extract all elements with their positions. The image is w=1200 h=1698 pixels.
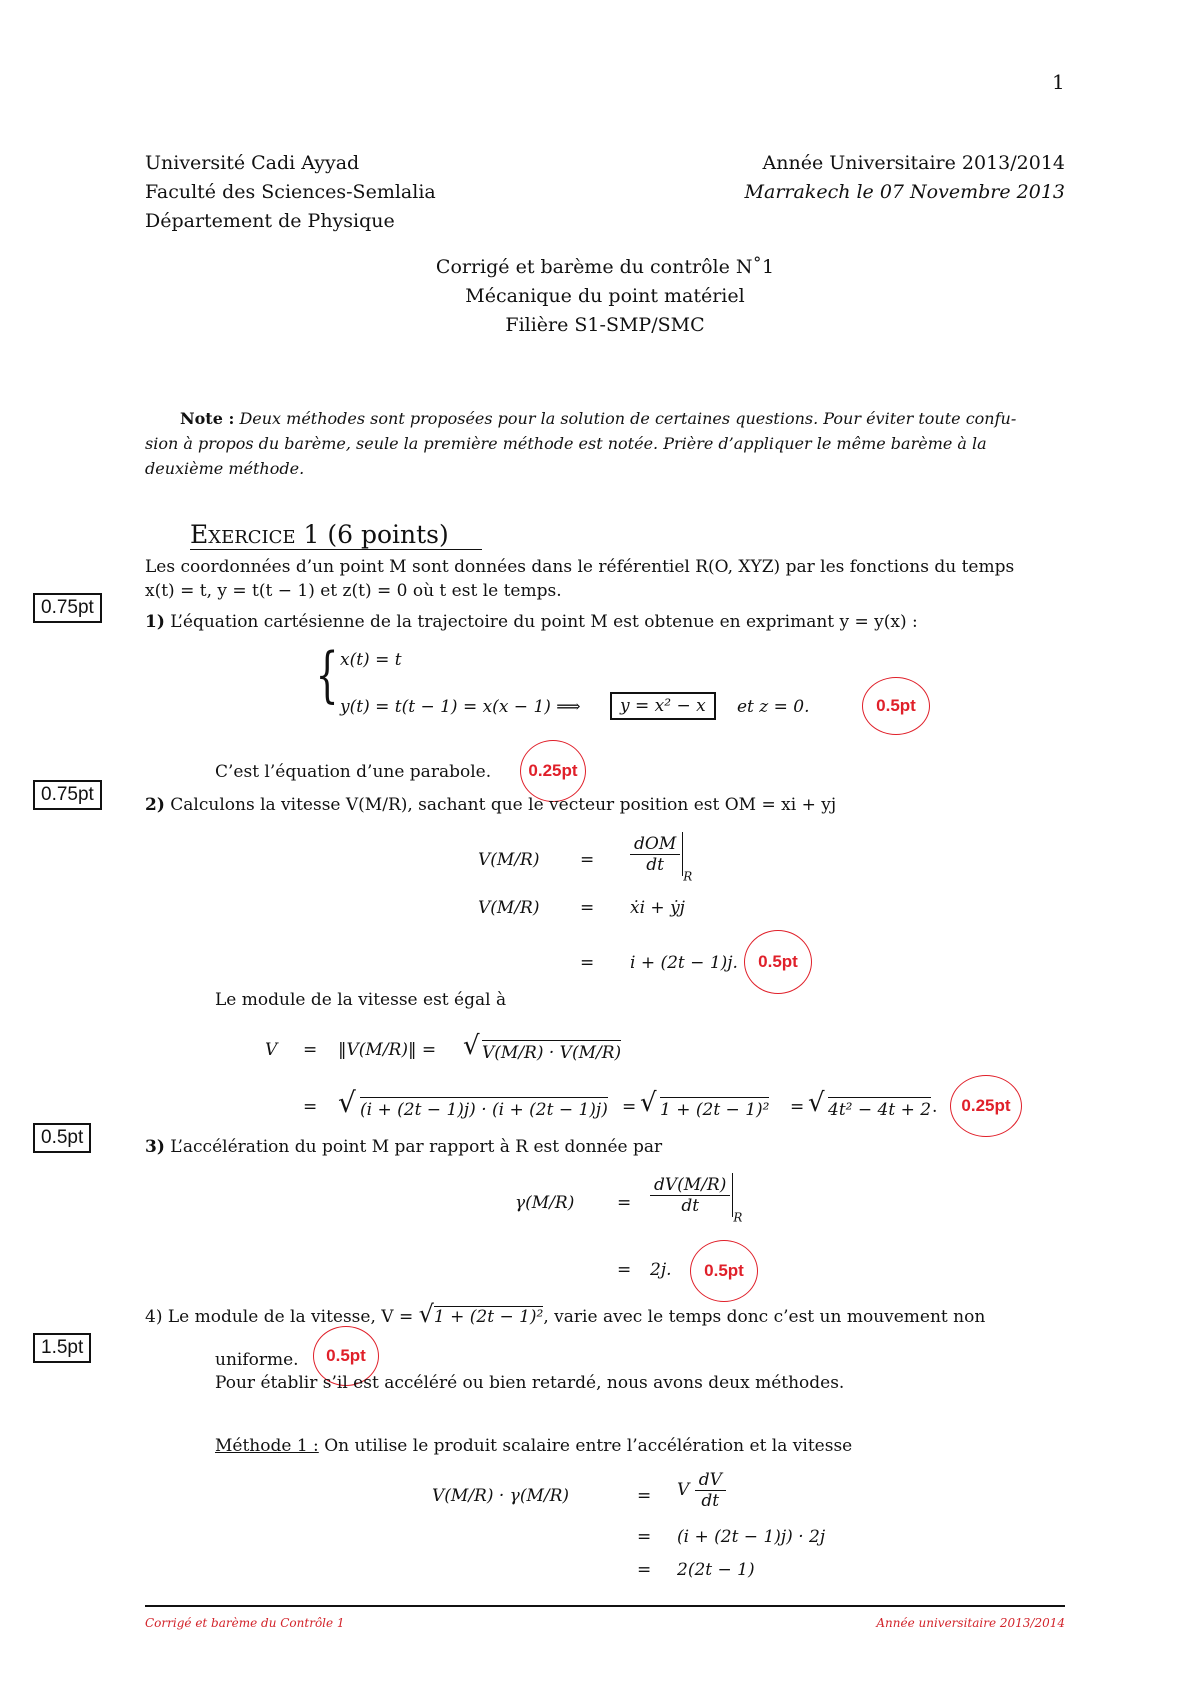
margin-score-q4: 1.5pt (33, 1333, 91, 1363)
q1-eq-tail: et z = 0. (737, 697, 810, 717)
score-circle-q1a: 0.5pt (862, 677, 930, 735)
q4-method-label: Méthode 1 : (215, 1436, 319, 1456)
q3-number: 3) (145, 1137, 165, 1157)
footer-left: Corrigé et barème du Contrôle 1 (145, 1616, 345, 1630)
q4-eq-sign2: = (637, 1527, 652, 1547)
q1-conclusion: C’est l’équation d’une parabole. (215, 762, 492, 782)
q2-mod-sqrt1: √ (463, 1031, 480, 1061)
margin-score-q1: 0.75pt (33, 593, 102, 623)
q3-eq-sign2: = (617, 1260, 632, 1280)
q4-rhs1-num: dV (695, 1470, 726, 1491)
note-line3: deuxième méthode. (145, 459, 305, 478)
q1-number: 1) (145, 612, 165, 632)
score-circle-q2b: 0.25pt (950, 1075, 1022, 1137)
margin-score-q3: 0.5pt (33, 1123, 91, 1153)
q4-number: 4) (145, 1307, 163, 1327)
q2-frac1-num: dOM (630, 834, 680, 855)
note-line2: sion à propos du barème, seule la première méthode est notée. Prière d’appliquer le même barème à la (145, 434, 987, 453)
university-name: Université Cadi Ayyad (145, 152, 360, 174)
q4-eq-sign1: = (637, 1486, 652, 1506)
score-circle-q2a: 0.5pt (744, 930, 812, 994)
q3-frac-num: dV(M/R) (650, 1175, 730, 1196)
q2-eq-sign1: = (580, 850, 595, 870)
exercise-heading (190, 520, 482, 550)
faculty-name: Faculté des Sciences-Semlalia (145, 181, 436, 203)
q2-lhs2: V(M/R) (478, 898, 540, 918)
q2-mod-rhs1a: ‖V(M/R)‖ = (338, 1040, 437, 1060)
q2-frac1-den: dt (646, 854, 664, 875)
note-line1 (180, 409, 1016, 428)
q1-statement (145, 612, 918, 632)
q4-text-b: , varie avec le temps donc c’est un mouvement non (543, 1307, 986, 1327)
doc-title-line2: Mécanique du point matériel (465, 285, 745, 307)
note-text1: Deux méthodes sont proposées pour la solution de certaines questions. Pour éviter toute confu- (239, 409, 1017, 428)
q3-eq-sign1: = (617, 1193, 632, 1213)
q1-eq1: x(t) = t (340, 650, 402, 670)
q2-mod-rhs2c: 1 + (2t − 1)² (660, 1097, 769, 1120)
q2-eq-sign3: = (580, 953, 595, 973)
q2-statement (145, 795, 836, 815)
exercise-intro1: Les coordonnées d’un point M sont données dans le référentiel R(O, XYZ) par les fonctions du temps (145, 557, 1015, 577)
place-date: Marrakech le 07 Novembre 2013 (744, 181, 1065, 203)
exercise-points: (6 points) (327, 520, 449, 549)
q4-method1 (215, 1436, 852, 1456)
q2-rhs3: i + (2t − 1)j. (630, 953, 738, 973)
q2-text: Calculons la vitesse V(M/R), sachant que le vecteur position est OM = xi + yj (170, 795, 837, 815)
q3-lhs: γ(M/R) (515, 1193, 575, 1213)
q4-rhs1 (677, 1470, 726, 1511)
q2-mod-rhs2a: (i + (2t − 1)j) · (i + (2t − 1)j) (360, 1097, 608, 1120)
doc-title-line3: Filière S1-SMP/SMC (505, 314, 705, 336)
q2-mod-rhs2b: = (622, 1097, 637, 1117)
q2-rhs2: ẋi + ẏj (630, 898, 685, 918)
q2-mod-end: . (932, 1097, 938, 1117)
q1-brace: { (315, 640, 339, 710)
q2-mod-eq1: = (303, 1040, 318, 1060)
exercise-intro2: x(t) = t, y = t(t − 1) et z(t) = 0 où t est le temps. (145, 581, 562, 601)
q3-frac (650, 1173, 742, 1225)
q4-rhs1-den: dt (701, 1491, 720, 1511)
footer-rule (145, 1605, 1065, 1607)
q2-mod-rhs2e: 4t² − 4t + 2 (828, 1097, 931, 1120)
q4-lhs: V(M/R) · γ(M/R) (432, 1486, 570, 1506)
q4-method-text: On utilise le produit scalaire entre l’accélération et la vitesse (324, 1436, 853, 1456)
q4-text-c: uniforme. (215, 1350, 299, 1370)
q3-text: L’accélération du point M par rapport à R est donnée par (170, 1137, 663, 1157)
note-label: Note : (180, 409, 235, 428)
score-circle-q1b: 0.25pt (520, 740, 586, 802)
q4-text-d: Pour établir s’il est accéléré ou bien retardé, nous avons deux méthodes. (215, 1373, 845, 1393)
q2-lhs1: V(M/R) (478, 850, 540, 870)
q4-rhs3: 2(2t − 1) (677, 1560, 755, 1580)
q2-mod-rhs1b: V(M/R) · V(M/R) (482, 1040, 621, 1063)
q2-frac1-sub: R (683, 869, 693, 884)
q4-rhs1a: V (677, 1480, 690, 1500)
q2-number: 2) (145, 795, 165, 815)
margin-score-q2: 0.75pt (33, 780, 102, 810)
q3-frac-den: dt (681, 1195, 700, 1216)
score-circle-q4: 0.5pt (313, 1326, 379, 1386)
q1-eq2: y(t) = t(t − 1) = x(x − 1) ⟹ (340, 697, 581, 717)
footer-right: Année universitaire 2013/2014 (876, 1616, 1065, 1630)
q2-mod-sqrt3: √ (640, 1088, 657, 1118)
q2-module-text: Le module de la vitesse est égal à (215, 990, 507, 1010)
q2-mod-eq2: = (303, 1097, 318, 1117)
q3-frac-sub: R (733, 1210, 743, 1225)
q1-boxed-answer: y = x² − x (610, 692, 716, 720)
q1-text: L’équation cartésienne de la trajectoire du point M est obtenue en exprimant y = y(x) : (170, 612, 918, 632)
q2-mod-lhs: V (265, 1040, 278, 1060)
q4-eq-sign3: = (637, 1560, 652, 1580)
q2-eq-sign2: = (580, 898, 595, 918)
q2-frac1 (630, 832, 692, 884)
q3-statement (145, 1137, 662, 1157)
academic-year: Année Universitaire 2013/2014 (762, 152, 1065, 174)
q2-mod-rhs2d: = (790, 1097, 805, 1117)
q4-text-a: Le module de la vitesse, V = (167, 1307, 414, 1327)
q2-mod-sqrt2: √ (338, 1086, 356, 1119)
score-circle-q3: 0.5pt (690, 1240, 758, 1302)
q4-rhs2: (i + (2t − 1)j) · 2j (677, 1527, 826, 1547)
q3-rhs2: 2j. (650, 1260, 672, 1280)
doc-title-line1: Corrigé et barème du contrôle N˚1 (435, 256, 775, 278)
exercise-title: Exercice 1 (190, 520, 320, 549)
q2-mod-sqrt4: √ (808, 1088, 825, 1118)
q4-statement: 4) Le module de la vitesse, V = √1 + (2t − 1)², varie avec le temps donc c’est un mouvement non (145, 1300, 986, 1328)
department-name: Département de Physique (145, 210, 395, 232)
page-number: 1 (1052, 70, 1065, 94)
q4-text-sqrt: 1 + (2t − 1)² (433, 1307, 544, 1327)
